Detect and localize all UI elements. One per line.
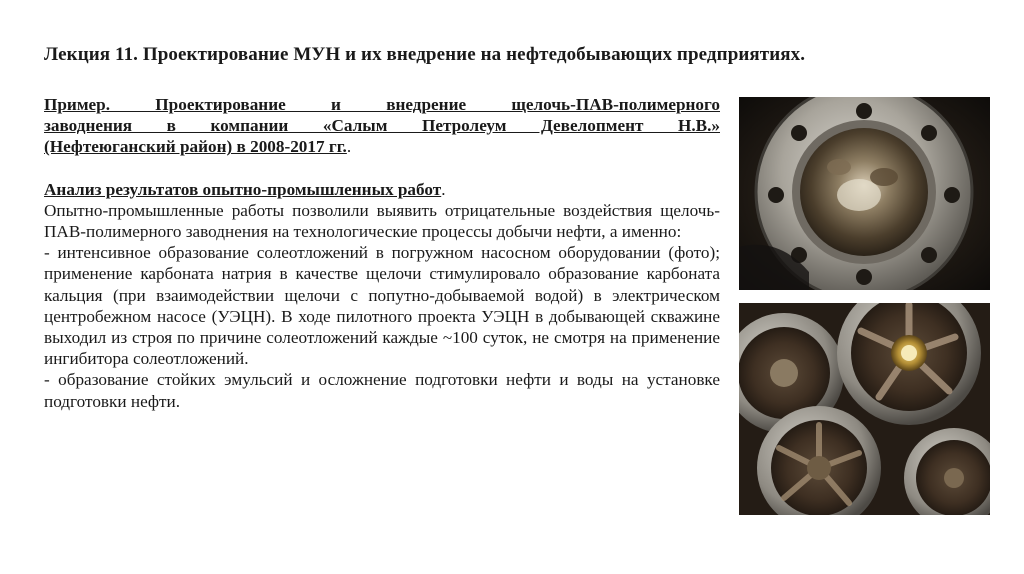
analysis-bullet-2: - образование стойких эмульсий и осложнение подготовки нефти и воды на установке подготовки нефти. <box>44 370 720 411</box>
analysis-heading-tail: . <box>441 179 446 199</box>
slide-title: Лекция 11. Проектирование МУН и их внедрение на нефтедобывающих предприятиях. <box>44 44 806 65</box>
example-line-1: Пример. Проектирование и внедрение щелочь-ПАВ-полимерного <box>44 95 720 114</box>
photos-column <box>739 97 990 515</box>
analysis-heading-wrap <box>44 179 720 200</box>
example-line-3: (Нефтеюганский район) в 2008-2017 гг. <box>44 137 347 157</box>
analysis-intro: Опытно-промышленные работы позволили выявить отрицательные воздействия щелочь-ПАВ-полимерного заводнения на технологические процессы добычи нефти, а именно: <box>44 200 720 242</box>
example-heading <box>44 94 720 158</box>
analysis-bullet-1: - интенсивное образование солеотложений в погружном насосном оборудовании (фото); применение карбоната натрия в качестве щелочи стимулировало образование карбоната кальция (при взаимодействии щелочи с попутно-добываемой водой) в электрическом центробежном насосе (УЭЦН). В ходе пилотного проекта УЭЦН в добывающей скважине выходил из строя по причине солеотложений каждые ~100 суток, не смотря на применение ингибитора солеотложений. <box>44 243 720 369</box>
example-line-3-tail: . <box>346 137 352 157</box>
scaled-pump-flange-photo <box>739 97 990 290</box>
analysis-heading: Анализ результатов опытно-промышленных работ <box>44 179 442 199</box>
example-line-3-wrap <box>44 136 720 157</box>
text-column <box>44 94 720 412</box>
scaled-impellers-photo <box>739 303 990 515</box>
example-line-2: заводнения в компании «Салым Петролеум Девелопмент Н.В.» <box>44 116 720 136</box>
